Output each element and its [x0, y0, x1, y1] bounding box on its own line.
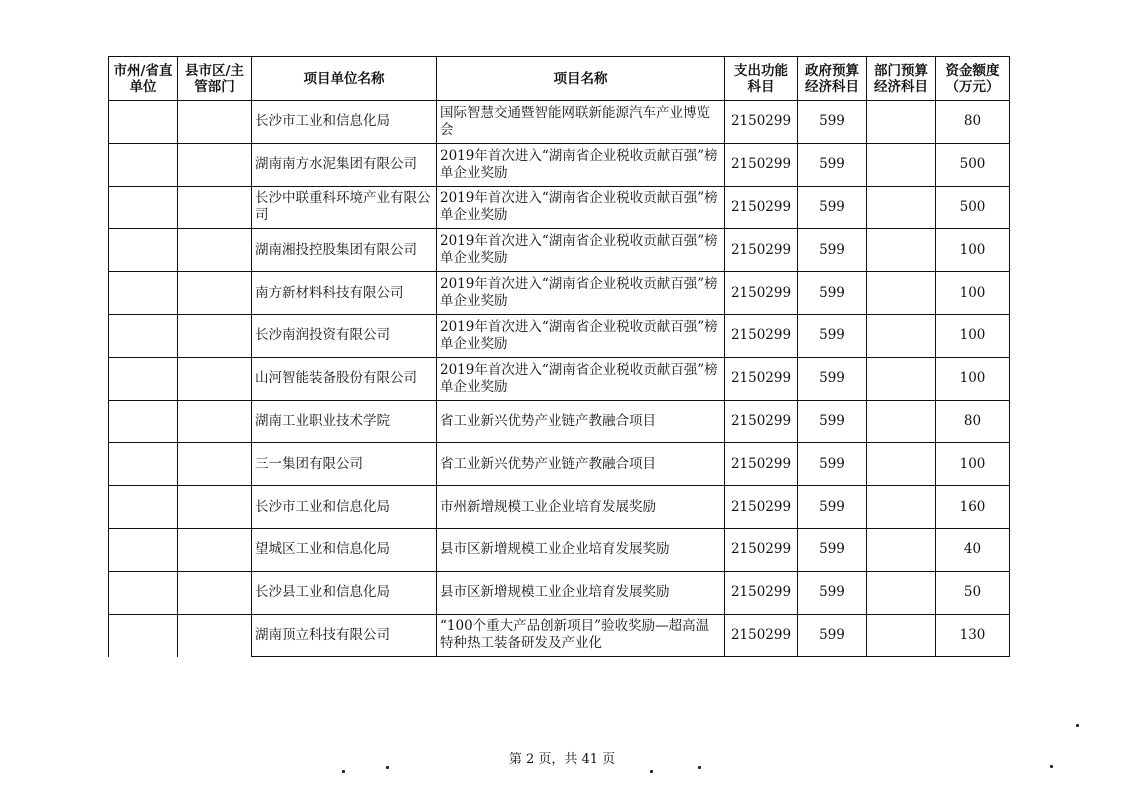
- cell-unit: 湖南顶立科技有限公司: [252, 614, 437, 657]
- cell-county: [178, 314, 252, 357]
- cell-amount: 100: [936, 272, 1010, 315]
- cell-gov-budget-subject: 599: [798, 443, 867, 486]
- table-row: [109, 614, 1010, 657]
- table-row: [109, 571, 1010, 614]
- cell-project: 省工业新兴优势产业链产教融合项目: [437, 400, 725, 443]
- header-county: 县市区/主管部门: [178, 57, 252, 101]
- cell-dept-budget-subject: [867, 571, 936, 614]
- cell-county: [178, 528, 252, 571]
- cell-function-subject: 2150299: [725, 101, 798, 144]
- cell-unit: 长沙市工业和信息化局: [252, 486, 437, 529]
- header-city: 市州/省直单位: [109, 57, 178, 101]
- cell-city: [109, 528, 178, 571]
- cell-amount: 100: [936, 443, 1010, 486]
- funding-table: [108, 56, 1010, 657]
- header-function-subject: 支出功能科目: [725, 57, 798, 101]
- cell-dept-budget-subject: [867, 400, 936, 443]
- cell-city: [109, 101, 178, 144]
- cell-dept-budget-subject: [867, 101, 936, 144]
- table-row: [109, 272, 1010, 315]
- cell-county: [178, 571, 252, 614]
- scan-speck: [698, 766, 701, 769]
- cell-gov-budget-subject: 599: [798, 357, 867, 400]
- cell-dept-budget-subject: [867, 614, 936, 657]
- cell-gov-budget-subject: 599: [798, 272, 867, 315]
- cell-project: 县市区新增规模工业企业培育发展奖励: [437, 528, 725, 571]
- cell-gov-budget-subject: 599: [798, 614, 867, 657]
- cell-amount: 80: [936, 400, 1010, 443]
- cell-dept-budget-subject: [867, 272, 936, 315]
- cell-unit: 山河智能装备股份有限公司: [252, 357, 437, 400]
- table-body: [109, 101, 1010, 657]
- cell-function-subject: 2150299: [725, 528, 798, 571]
- cell-city: [109, 143, 178, 186]
- cell-county: [178, 443, 252, 486]
- table-row: [109, 143, 1010, 186]
- cell-unit: 南方新材料科技有限公司: [252, 272, 437, 315]
- cell-unit: 湖南南方水泥集团有限公司: [252, 143, 437, 186]
- scan-speck: [650, 770, 653, 773]
- table-row: [109, 229, 1010, 272]
- cell-county: [178, 186, 252, 229]
- cell-amount: 80: [936, 101, 1010, 144]
- cell-project: 县市区新增规模工业企业培育发展奖励: [437, 571, 725, 614]
- cell-city: [109, 614, 178, 657]
- cell-county: [178, 143, 252, 186]
- table-row: [109, 443, 1010, 486]
- header-project: 项目名称: [437, 57, 725, 101]
- cell-dept-budget-subject: [867, 486, 936, 529]
- header-unit: 项目单位名称: [252, 57, 437, 101]
- cell-gov-budget-subject: 599: [798, 186, 867, 229]
- cell-function-subject: 2150299: [725, 400, 798, 443]
- cell-county: [178, 486, 252, 529]
- cell-city: [109, 400, 178, 443]
- cell-amount: 50: [936, 571, 1010, 614]
- cell-project: 2019年首次进入“湖南省企业税收贡献百强”榜单企业奖励: [437, 357, 725, 400]
- header-gov-budget-subject: 政府预算经济科目: [798, 57, 867, 101]
- cell-amount: 100: [936, 357, 1010, 400]
- table-row: [109, 101, 1010, 144]
- table-row: [109, 186, 1010, 229]
- scan-speck: [1076, 724, 1079, 727]
- cell-function-subject: 2150299: [725, 571, 798, 614]
- cell-dept-budget-subject: [867, 357, 936, 400]
- cell-city: [109, 314, 178, 357]
- cell-function-subject: 2150299: [725, 486, 798, 529]
- cell-function-subject: 2150299: [725, 143, 798, 186]
- cell-dept-budget-subject: [867, 229, 936, 272]
- cell-city: [109, 486, 178, 529]
- cell-function-subject: 2150299: [725, 229, 798, 272]
- table-row: [109, 400, 1010, 443]
- cell-city: [109, 272, 178, 315]
- header-dept-budget-subject: 部门预算经济科目: [867, 57, 936, 101]
- cell-dept-budget-subject: [867, 443, 936, 486]
- cell-city: [109, 443, 178, 486]
- cell-unit: 湖南湘投控股集团有限公司: [252, 229, 437, 272]
- cell-unit: 长沙中联重科环境产业有限公司: [252, 186, 437, 229]
- cell-gov-budget-subject: 599: [798, 314, 867, 357]
- cell-function-subject: 2150299: [725, 272, 798, 315]
- header-amount: 资金额度（万元）: [936, 57, 1010, 101]
- cell-project: 2019年首次进入“湖南省企业税收贡献百强”榜单企业奖励: [437, 143, 725, 186]
- scan-speck: [342, 770, 345, 773]
- cell-unit: 长沙县工业和信息化局: [252, 571, 437, 614]
- cell-dept-budget-subject: [867, 143, 936, 186]
- cell-function-subject: 2150299: [725, 614, 798, 657]
- cell-unit: 长沙南润投资有限公司: [252, 314, 437, 357]
- cell-amount: 500: [936, 143, 1010, 186]
- cell-dept-budget-subject: [867, 528, 936, 571]
- header-row: [109, 57, 1010, 101]
- cell-amount: 130: [936, 614, 1010, 657]
- cell-function-subject: 2150299: [725, 186, 798, 229]
- table-row: [109, 486, 1010, 529]
- table-row: [109, 357, 1010, 400]
- cell-project: 2019年首次进入“湖南省企业税收贡献百强”榜单企业奖励: [437, 229, 725, 272]
- cell-gov-budget-subject: 599: [798, 143, 867, 186]
- cell-city: [109, 571, 178, 614]
- cell-unit: 长沙市工业和信息化局: [252, 101, 437, 144]
- cell-project: 国际智慧交通暨智能网联新能源汽车产业博览会: [437, 101, 725, 144]
- cell-unit: 望城区工业和信息化局: [252, 528, 437, 571]
- cell-unit: 湖南工业职业技术学院: [252, 400, 437, 443]
- cell-gov-budget-subject: 599: [798, 229, 867, 272]
- scan-speck: [386, 766, 389, 769]
- cell-amount: 100: [936, 314, 1010, 357]
- cell-project: “100个重大产品创新项目”验收奖励—超高温特种热工装备研发及产业化: [437, 614, 725, 657]
- cell-city: [109, 186, 178, 229]
- cell-project: 省工业新兴优势产业链产教融合项目: [437, 443, 725, 486]
- cell-project: 2019年首次进入“湖南省企业税收贡献百强”榜单企业奖励: [437, 186, 725, 229]
- cell-unit: 三一集团有限公司: [252, 443, 437, 486]
- cell-county: [178, 229, 252, 272]
- cell-project: 2019年首次进入“湖南省企业税收贡献百强”榜单企业奖励: [437, 314, 725, 357]
- cell-county: [178, 400, 252, 443]
- table-row: [109, 314, 1010, 357]
- cell-function-subject: 2150299: [725, 357, 798, 400]
- cell-gov-budget-subject: 599: [798, 571, 867, 614]
- cell-gov-budget-subject: 599: [798, 486, 867, 529]
- cell-gov-budget-subject: 599: [798, 400, 867, 443]
- cell-dept-budget-subject: [867, 314, 936, 357]
- cell-gov-budget-subject: 599: [798, 101, 867, 144]
- cell-gov-budget-subject: 599: [798, 528, 867, 571]
- cell-amount: 100: [936, 229, 1010, 272]
- cell-amount: 40: [936, 528, 1010, 571]
- cell-county: [178, 357, 252, 400]
- cell-county: [178, 272, 252, 315]
- cell-project: 2019年首次进入“湖南省企业税收贡献百强”榜单企业奖励: [437, 272, 725, 315]
- cell-amount: 160: [936, 486, 1010, 529]
- cell-county: [178, 614, 252, 657]
- cell-project: 市州新增规模工业企业培育发展奖励: [437, 486, 725, 529]
- page-footer: 第 2 页，共 41 页: [508, 752, 616, 767]
- cell-function-subject: 2150299: [725, 443, 798, 486]
- cell-amount: 500: [936, 186, 1010, 229]
- scan-speck: [1050, 765, 1053, 768]
- cell-city: [109, 229, 178, 272]
- cell-function-subject: 2150299: [725, 314, 798, 357]
- cell-county: [178, 101, 252, 144]
- cell-dept-budget-subject: [867, 186, 936, 229]
- cell-city: [109, 357, 178, 400]
- table-row: [109, 528, 1010, 571]
